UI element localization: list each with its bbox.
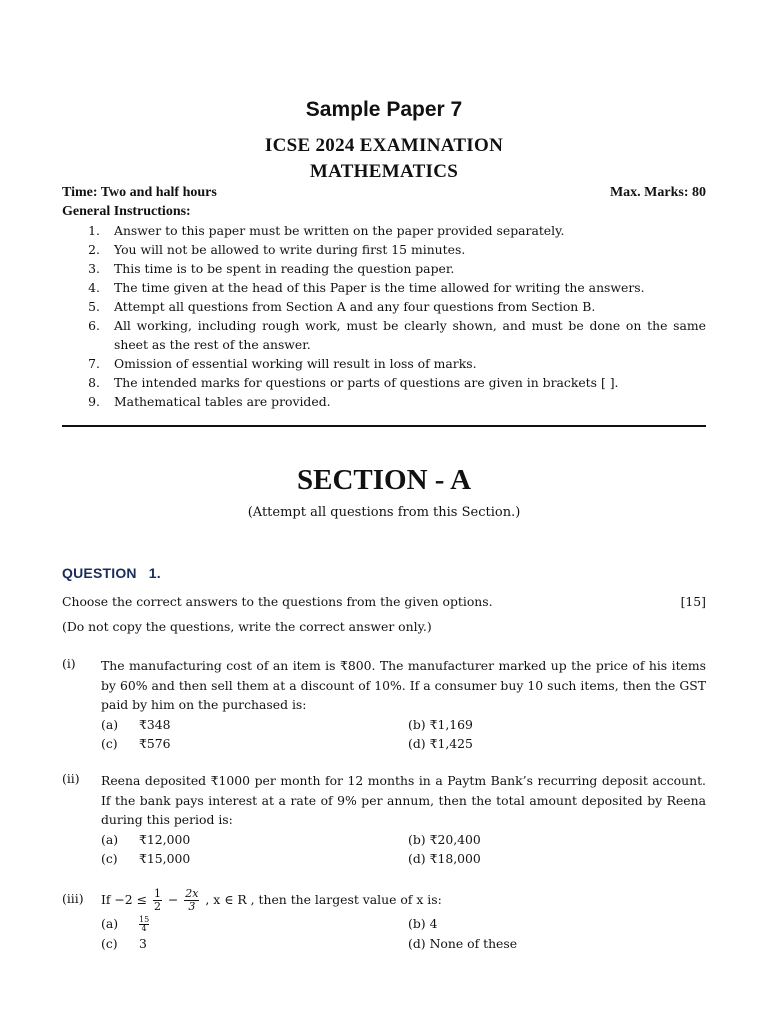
horizontal-divider: [62, 425, 706, 427]
part-label: (i): [62, 656, 76, 671]
options-grid: [101, 715, 706, 754]
time-allowed: Time: Two and half hours: [62, 185, 217, 200]
section-note: (Attempt all questions from this Section.): [247, 505, 521, 520]
exam-paper-page: [62, 0, 706, 1024]
instruction-item: 7. Omission of essential working will result in loss of marks.: [88, 356, 477, 371]
part-label: (iii): [62, 891, 84, 906]
question-prompt: Choose the correct answers to the questions from the given options. [15]: [62, 594, 706, 609]
subject-name: MATHEMATICS: [309, 161, 459, 182]
part-text: The manufacturing cost of an item is ₹800. The manufacturer marked up the price of his items by 60% and then sell them at a discount of 10%. If a consumer buy 10 such items, then the GST paid by him on the purchased is:: [101, 658, 706, 712]
fraction: $\frac{1}{2}$: [153, 887, 161, 913]
instruction-item: 5. Attempt all questions from Section A and any four questions from Section B.: [88, 299, 596, 314]
option-a: (a) ₹12,000: [101, 831, 191, 847]
question-marks: [15]: [680, 594, 706, 609]
part-text: Reena deposited ₹1000 per month for 12 months in a Paytm Bank’s recurring deposit account. If the bank pays interest at a rate of 9% per annum, then the total amount deposited by Reena during this period is:: [101, 773, 706, 827]
options-grid: [101, 830, 706, 869]
option-d: (d) ₹1,425: [408, 736, 473, 751]
option-c: (c) ₹15,000: [101, 851, 191, 866]
option-d: (d) None of these: [408, 935, 518, 951]
instruction-item: 9. Mathematical tables are provided.: [88, 394, 331, 409]
options-grid: [101, 914, 706, 953]
instruction-item: 2. You will not be allowed to write during first 15 minutes.: [88, 242, 466, 257]
part-text: If −2 ≤ $\frac{1}{2}$ − $\frac{2x}{3}$ , x ∈ R , then the largest value of x is:: [101, 887, 442, 913]
paper-title: Sample Paper 7: [305, 98, 463, 121]
general-instructions-label: General Instructions:: [62, 204, 191, 219]
option-a: (a) ₹348: [101, 716, 171, 732]
question-part-i: [62, 656, 706, 754]
instruction-item: 8. The intended marks for questions or parts of questions are given in brackets [ ].: [88, 375, 619, 390]
question-note: (Do not copy the questions, write the correct answer only.): [62, 619, 432, 634]
instruction-item: 3. This time is to be spent in reading the question paper.: [88, 261, 455, 276]
option-b: (b) 4: [408, 916, 438, 931]
option-b: (b) ₹1,169: [408, 716, 473, 732]
instruction-item: 1. Answer to this paper must be written on the paper provided separately.: [88, 223, 565, 238]
max-marks: Max. Marks: 80: [609, 185, 706, 200]
option-c: (c) 3: [101, 935, 147, 951]
option-c: (c) ₹576: [101, 736, 171, 751]
instruction-item: 4. The time given at the head of this Paper is the time allowed for writing the answers.: [88, 280, 645, 295]
paper-meta: [62, 185, 706, 201]
section-title: SECTION - A: [296, 464, 472, 496]
question-part-ii: [62, 771, 706, 869]
option-b: (b) ₹20,400: [408, 831, 481, 847]
question-heading: QUESTION 1.: [62, 565, 161, 581]
instructions-list: [62, 221, 706, 411]
option-d: (d) ₹18,000: [408, 851, 481, 866]
question-part-iii: [62, 886, 706, 953]
exam-name: ICSE 2024 EXAMINATION: [264, 135, 504, 156]
option-a: (a) $\frac{15}{4}$: [101, 915, 150, 933]
fraction: $\frac{2x}{3}$: [185, 887, 199, 913]
fraction: $\frac{15}{4}$: [139, 915, 150, 933]
part-label: (ii): [62, 771, 80, 786]
instruction-item: 6. All working, including rough work, must be clearly shown, and must be done on the same sheet as the rest of the answer.: [88, 318, 706, 352]
